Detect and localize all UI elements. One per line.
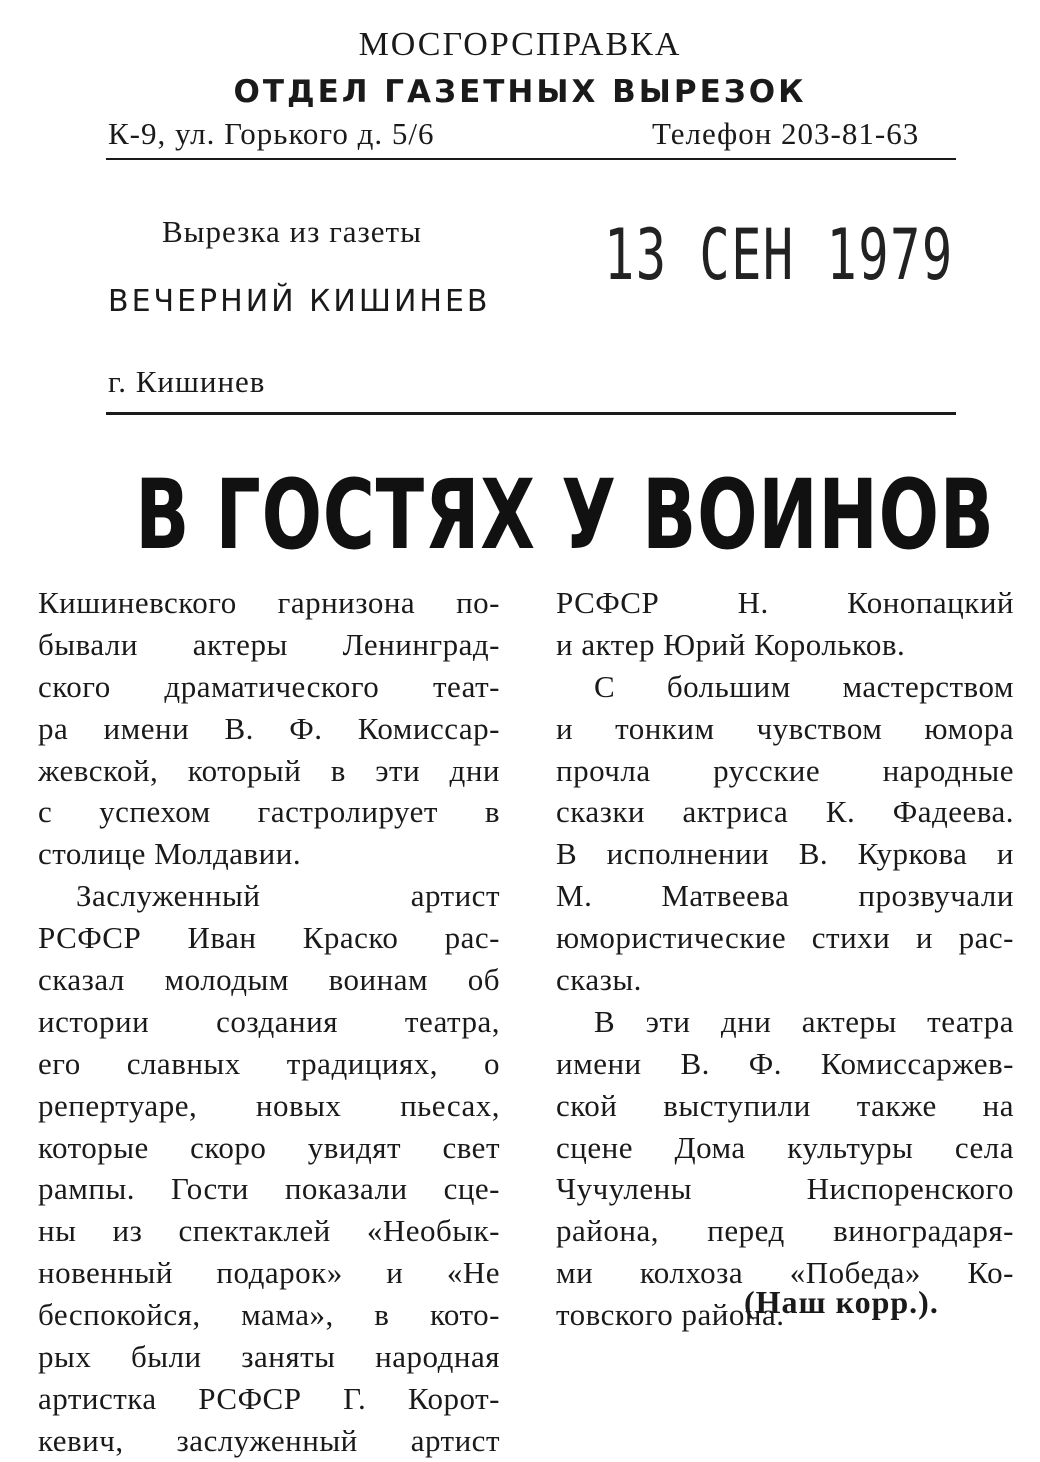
text-line: района, перед виноградаря-	[556, 1213, 1014, 1249]
article-left-column	[38, 582, 500, 1462]
text-line: ны из спектаклей «Необык-	[38, 1213, 500, 1249]
agency-address: К-9, ул. Горького д. 5/6	[108, 116, 435, 151]
text-line: истории создания театра,	[38, 1003, 500, 1039]
text-line: товского района.	[556, 1297, 785, 1333]
article-signature: (Наш корр.).	[744, 1284, 939, 1320]
article-right-column	[556, 582, 1014, 1336]
text-line: жевской, который в эти дни	[38, 752, 500, 788]
text-line: рых были заняты народная	[38, 1339, 500, 1375]
text-line: столице Молдавии.	[38, 836, 302, 872]
newspaper-city: г. Кишинев	[108, 364, 266, 399]
department-name: ОТДЕЛ ГАЗЕТНЫХ ВЫРЕЗОК	[233, 74, 807, 110]
text-line: РСФСР Н. Конопацкий	[556, 585, 1014, 620]
text-line: ского драматического теат-	[38, 668, 500, 704]
text-line: Заслуженный артист	[76, 878, 500, 914]
clipping-label: Вырезка из газеты	[162, 214, 422, 249]
text-line: юмористические стихи и рас-	[556, 920, 1014, 956]
text-line: РСФСР Иван Краско рас-	[38, 920, 500, 956]
text-line: Чучулены Ниспоренского	[556, 1171, 1014, 1207]
text-line: рампы. Гости показали сце-	[38, 1171, 500, 1207]
clipping-divider	[106, 412, 956, 415]
text-line: сказки актриса К. Фадеева.	[556, 794, 1014, 830]
text-line: С большим мастерством	[594, 668, 1014, 704]
text-line: и тонким чувством юмора	[556, 710, 1014, 746]
text-line: имени В. Ф. Комиссаржев-	[556, 1045, 1014, 1081]
article-headline: В ГОСТЯХ У ВОИНОВ	[135, 459, 995, 571]
header-divider	[106, 158, 956, 160]
text-line: сказы.	[556, 962, 642, 998]
text-line: репертуаре, новых пьесах,	[38, 1087, 500, 1123]
text-line: бывали актеры Ленинград-	[38, 626, 500, 662]
text-line: и актер Юрий Корольков.	[556, 626, 906, 662]
text-line: беспокойся, мама», в кото-	[38, 1297, 500, 1333]
text-line: ской выступили также на	[556, 1087, 1014, 1123]
text-line: которые скоро увидят свет	[38, 1129, 500, 1165]
date-stamp: 13 СЕН 1979	[604, 214, 954, 296]
text-line: прочла русские народные	[556, 752, 1014, 788]
text-line: В эти дни актеры театра	[594, 1003, 1014, 1039]
agency-phone: Телефон 203-81-63	[652, 116, 920, 151]
text-line: с успехом гастролирует в	[38, 794, 500, 830]
newspaper-name: ВЕЧЕРНИЙ КИШИНЕВ	[108, 284, 491, 319]
text-line: кевич, заслуженный артист	[38, 1422, 500, 1458]
text-line: его славных традициях, о	[38, 1045, 500, 1081]
text-line: сцене Дома культуры села	[556, 1129, 1014, 1165]
text-line: ми колхоза «Победа» Ко-	[556, 1255, 1014, 1291]
text-line: артистка РСФСР Г. Корот-	[38, 1380, 500, 1416]
text-line: новенный подарок» и «Не	[38, 1255, 500, 1291]
text-line: сказал молодым воинам об	[38, 962, 500, 998]
text-line: М. Матвеева прозвучали	[556, 878, 1014, 914]
text-line: В исполнении В. Куркова и	[556, 836, 1014, 872]
agency-name: МОСГОРСПРАВКА	[358, 26, 682, 63]
text-line: Кишиневского гарнизона по-	[38, 585, 500, 620]
text-line: ра имени В. Ф. Комиссар-	[38, 710, 500, 746]
